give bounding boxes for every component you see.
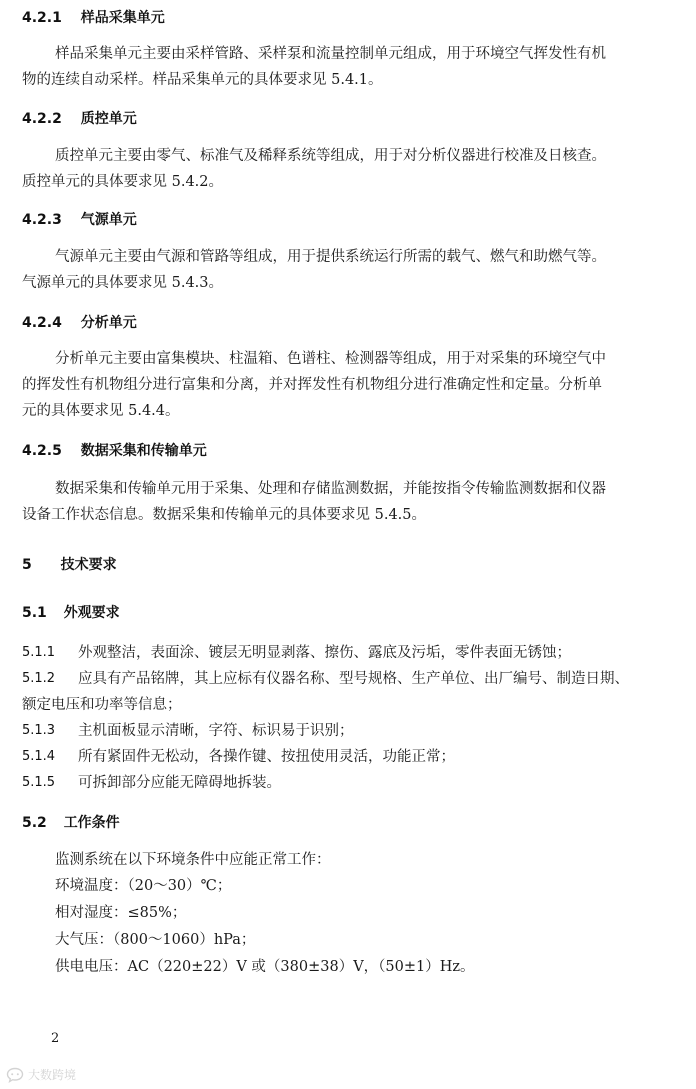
chat-bubble-logo-icon: [6, 1067, 24, 1083]
condition-temperature: 环境温度：（20～30）℃；: [55, 878, 232, 894]
condition-power-supply: 供电电压：AC（220±22）V 或（380±38）V，（50±1）Hz。: [55, 959, 475, 975]
section-title: 分析单元: [80, 315, 137, 331]
item-text-5-1-4: 所有紧固件无松动，各操作键、按扭使用灵活，功能正常；: [78, 749, 455, 765]
item-number-5-1-4: 5.1.4: [22, 749, 56, 764]
heading-5: [22, 555, 117, 575]
heading-4-2-4: [22, 313, 137, 333]
item-number-5-1-1: 5.1.1: [22, 645, 56, 660]
section-title: 样品采集单元: [80, 10, 165, 26]
paragraph-line: 分析单元主要由富集模块、柱温箱、色谱柱、检测器等组成，用于对采集的环境空气中: [55, 351, 606, 367]
item-text-5-1-1: 外观整洁，表面涂、镀层无明显剥落、擦伤、露底及污垢，零件表面无锈蚀；: [78, 645, 571, 661]
section-number: 5: [22, 557, 32, 573]
section-number: 5.2: [22, 815, 47, 831]
item-text-5-1-2: 应具有产品铭牌，其上应标有仪器名称、型号规格、生产单位、出厂编号、制造日期、: [78, 671, 629, 687]
section-number: 5.1: [22, 605, 47, 621]
heading-4-2-5: [22, 441, 207, 461]
heading-4-2-1: [22, 8, 165, 28]
heading-5-2: [22, 813, 120, 833]
watermark: [6, 1066, 76, 1083]
section-number: 4.2.5: [22, 443, 62, 459]
paragraph-line: 样品采集单元主要由采样管路、采样泵和流量控制单元组成，用于环境空气挥发性有机: [55, 46, 606, 62]
section-title: 数据采集和传输单元: [80, 443, 207, 459]
item-text-5-1-3: 主机面板显示清晰，字符、标识易于识别；: [78, 723, 354, 739]
item-number-5-1-2: 5.1.2: [22, 671, 56, 686]
section-number: 4.2.2: [22, 111, 62, 127]
paragraph-line: 设备工作状态信息。数据采集和传输单元的具体要求见 5.4.5。: [22, 507, 427, 523]
item-number-5-1-3: 5.1.3: [22, 723, 56, 738]
paragraph-line: 物的连续自动采样。样品采集单元的具体要求见 5.4.1。: [22, 72, 383, 88]
section-title: 工作条件: [63, 815, 120, 831]
watermark-text: 大数跨境: [28, 1068, 77, 1082]
section-number: 4.2.1: [22, 10, 62, 26]
heading-4-2-3: [22, 210, 137, 230]
item-text-5-1-5: 可拆卸部分应能无障碍地拆装。: [78, 775, 281, 791]
item-text-5-1-2-cont: 额定电压和功率等信息；: [22, 697, 182, 713]
paragraph-line: 质控单元主要由零气、标准气及稀释系统等组成，用于对分析仪器进行校准及日核查。: [55, 148, 606, 164]
paragraph-line: 质控单元的具体要求见 5.4.2。: [22, 174, 224, 190]
paragraph-line: 监测系统在以下环境条件中应能正常工作：: [55, 852, 331, 868]
paragraph-line: 气源单元的具体要求见 5.4.3。: [22, 275, 224, 291]
page-number: 2: [51, 1031, 60, 1046]
section-number: 4.2.3: [22, 212, 62, 228]
condition-humidity: 相对湿度：≤85%；: [55, 905, 187, 921]
section-title: 气源单元: [80, 212, 137, 228]
heading-5-1: [22, 603, 120, 623]
paragraph-line: 气源单元主要由气源和管路等组成，用于提供系统运行所需的载气、燃气和助燃气等。: [55, 249, 606, 265]
paragraph-line: 元的具体要求见 5.4.4。: [22, 403, 180, 419]
paragraph-line: 的挥发性有机物组分进行富集和分离，并对挥发性有机物组分进行准确定性和定量。分析单: [22, 377, 602, 393]
section-number: 4.2.4: [22, 315, 62, 331]
item-number-5-1-5: 5.1.5: [22, 775, 56, 790]
paragraph-line: 数据采集和传输单元用于采集、处理和存储监测数据，并能按指令传输监测数据和仪器: [55, 481, 606, 497]
section-title: 质控单元: [80, 111, 137, 127]
section-title: 外观要求: [63, 605, 120, 621]
section-title: 技术要求: [60, 557, 117, 573]
heading-4-2-2: [22, 109, 137, 129]
condition-pressure: 大气压：（800～1060）hPa；: [55, 932, 256, 948]
